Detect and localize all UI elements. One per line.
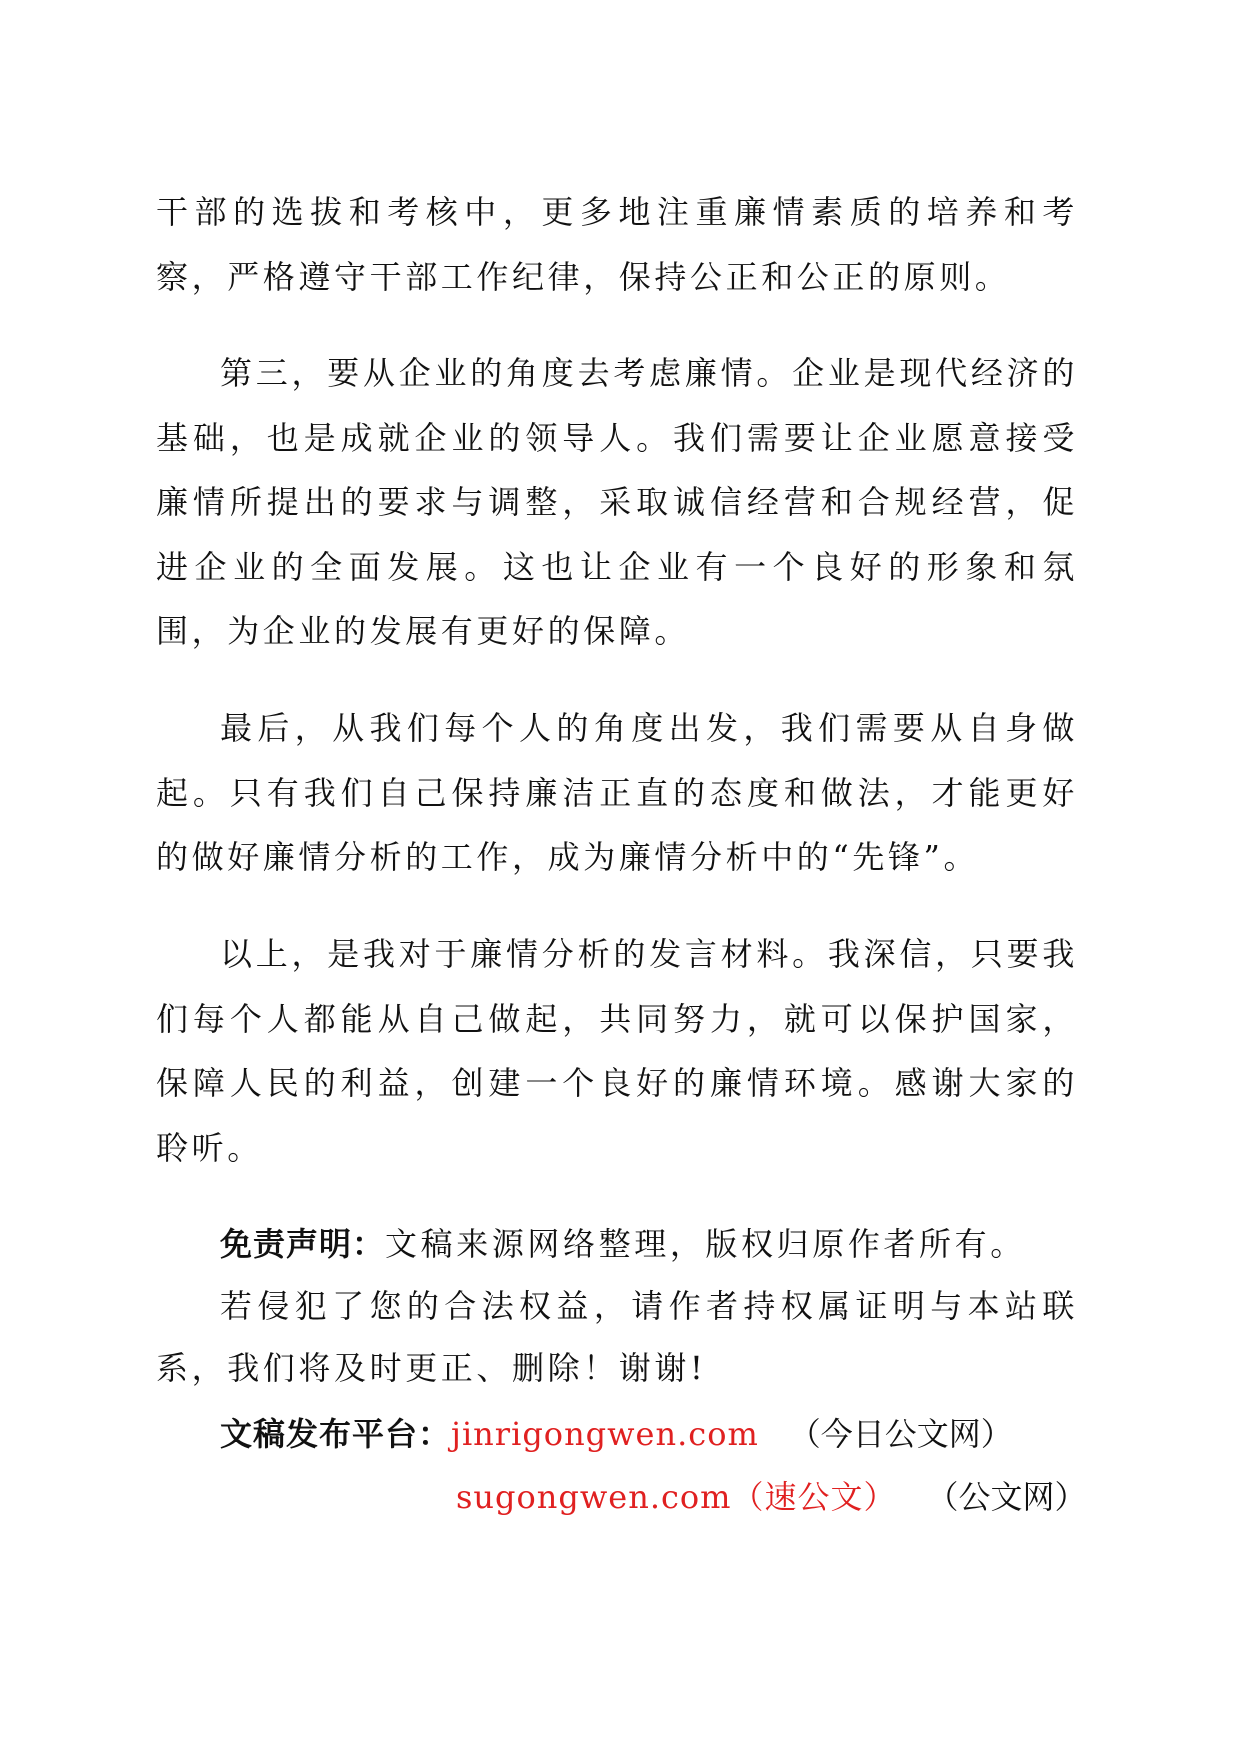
paragraph-conclusion	[156, 922, 1078, 1180]
paragraph-individual	[156, 696, 1078, 890]
site1-link[interactable]: jinrigongwen.com	[451, 1415, 759, 1453]
paragraph-cadre-selection	[156, 180, 1078, 309]
disclaimer-block	[156, 1213, 1078, 1399]
paragraph-enterprise	[156, 341, 1078, 664]
platform-label: 文稿发布平台：	[220, 1415, 452, 1453]
site1-name: （今日公文网）	[788, 1415, 1013, 1453]
paragraph-text: 干部的选拔和考核中，更多地注重廉情素质的培养和考察，严格遵守干部工作纪律，保持公正和公正的原则。	[156, 193, 1078, 296]
paragraph-text: 第三，要从企业的角度去考虑廉情。企业是现代经济的基础，也是成就企业的领导人。我们需要让企业愿意接受廉情所提出的要求与调整，采取诚信经营和合规经营，促进企业的全面发展。这也让企业有一个良好的形象和氛围，为企业的发展有更好的保障。	[156, 354, 1078, 650]
paragraph-text: 以上，是我对于廉情分析的发言材料。我深信，只要我们每个人都能从自己做起，共同努力，就可以保护国家，保障人民的利益，创建一个良好的廉情环境。感谢大家的聆听。	[156, 935, 1078, 1167]
disclaimer-line1: 文稿来源网络整理，版权归原作者所有。	[385, 1225, 1026, 1263]
paragraph-text: 最后，从我们每个人的角度出发，我们需要从自身做起。只有我们自己保持廉洁正直的态度和做法，才能更好的做好廉情分析的工作，成为廉情分析中的“先锋”。	[156, 709, 1078, 876]
site2-name: （公文网）	[926, 1478, 1087, 1516]
platform-line-1	[220, 1403, 1013, 1465]
site2-link[interactable]: sugongwen.com	[456, 1478, 732, 1516]
platform-line-2	[456, 1466, 1087, 1528]
disclaimer-line2: 若侵犯了您的合法权益，请作者持权属证明与本站联系，我们将及时更正、删除！谢谢!	[156, 1287, 1078, 1387]
disclaimer-label: 免责声明：	[220, 1225, 386, 1263]
site2-alias[interactable]: （速公文）	[731, 1478, 897, 1516]
